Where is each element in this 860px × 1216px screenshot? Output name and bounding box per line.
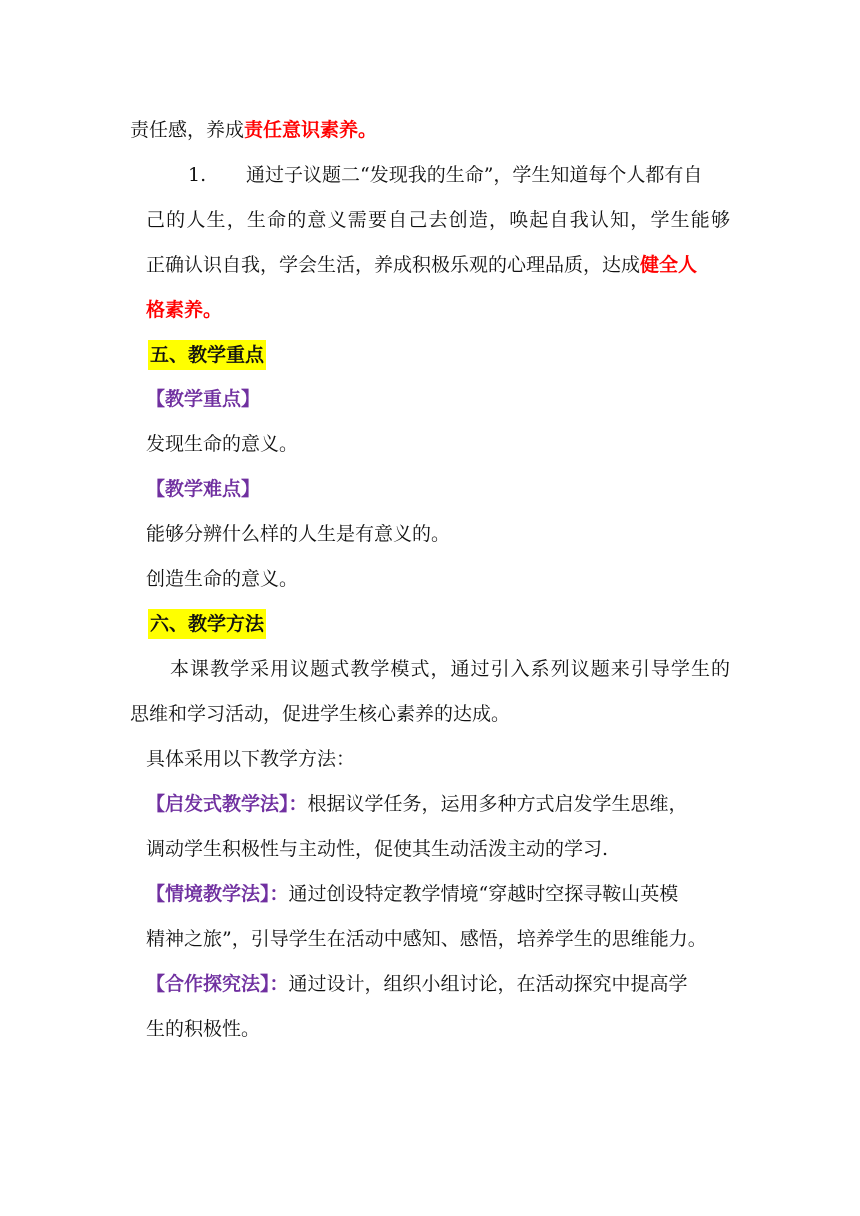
method1-text-1: 根据议学任务，运用多种方式启发学生思维， [307, 793, 688, 815]
responsibility-literacy-emphasis: 责任意识素养 [244, 119, 359, 141]
tag-key-points [146, 386, 260, 412]
method1-text-2: 调动学生积极性与主动性，促使其生动活泼主动的学习. [146, 838, 609, 860]
methods-intro-line2 [130, 701, 510, 727]
item1-line2 [146, 207, 730, 233]
intro-text-1: 本课教学采用议题式教学模式，通过引入系列议题来引导学生的 [170, 658, 730, 680]
difficult-text-1: 能够分辨什么样的人生是有意义的。 [146, 523, 451, 545]
item1-text-line2: 己的人生，生命的意义需要自己去创造，唤起自我认知，学生能够 [146, 209, 730, 231]
sound-personality-emphasis-end: 格素养。 [146, 299, 223, 321]
tag-text: 【教学难点】 [146, 478, 261, 500]
method2-text-2: 精神之旅”，引导学生在活动中感知、感悟，培养学生的思维能力。 [146, 928, 707, 950]
item1-text-line3: 正确认识自我，学会生活，养成积极乐观的心理品质，达成 [146, 254, 641, 276]
difficult-point-2 [146, 566, 298, 592]
period: 。 [358, 119, 378, 141]
method3-text-1: 通过设计，组织小组讨论，在活动探究中提高学 [288, 973, 688, 995]
item1-line3 [146, 252, 697, 278]
method2-text-1: 通过创设特定教学情境“穿越时空探寻鞍山英模 [288, 883, 679, 905]
difficult-text-2: 创造生命的意义。 [146, 568, 299, 590]
section5-heading [148, 342, 266, 368]
methods-lead [146, 746, 355, 772]
key-points-text [146, 431, 298, 457]
item1-line4 [146, 297, 222, 323]
method2-line2 [146, 926, 707, 952]
methods-lead-text: 具体采用以下教学方法： [146, 748, 356, 770]
item1-number: 1. [188, 164, 207, 186]
section-heading-highlight: 六、教学方法 [148, 609, 266, 639]
section6-heading [148, 611, 266, 637]
paragraph-responsibility-end [130, 117, 377, 143]
method3-line1 [146, 971, 688, 997]
section-heading-highlight: 五、教学重点 [148, 340, 266, 370]
item1-text-line1: 通过子议题二“发现我的生命”，学生知道每个人都有自 [246, 164, 703, 186]
paragraph-text: 责任感，养成 [130, 119, 245, 141]
key-text: 发现生命的意义。 [146, 433, 299, 455]
method3-text-2: 生的积极性。 [146, 1018, 261, 1040]
method2-line1 [146, 881, 678, 907]
methods-intro-line1 [170, 656, 730, 682]
method3-line2 [146, 1016, 260, 1042]
item1-line1 [188, 162, 730, 188]
tag-text: 【教学重点】 [146, 388, 261, 410]
sound-personality-emphasis: 健全人 [640, 254, 698, 276]
method1-line2 [146, 836, 608, 862]
tag-difficult-points [146, 476, 260, 502]
intro-text-2: 思维和学习活动，促进学生核心素养的达成。 [130, 703, 511, 725]
method1-line1 [146, 791, 688, 817]
method3-tag: 【合作探究法】： [146, 973, 289, 995]
method1-tag: 【启发式教学法】： [146, 793, 308, 815]
difficult-point-1 [146, 521, 450, 547]
method2-tag: 【情境教学法】： [146, 883, 289, 905]
